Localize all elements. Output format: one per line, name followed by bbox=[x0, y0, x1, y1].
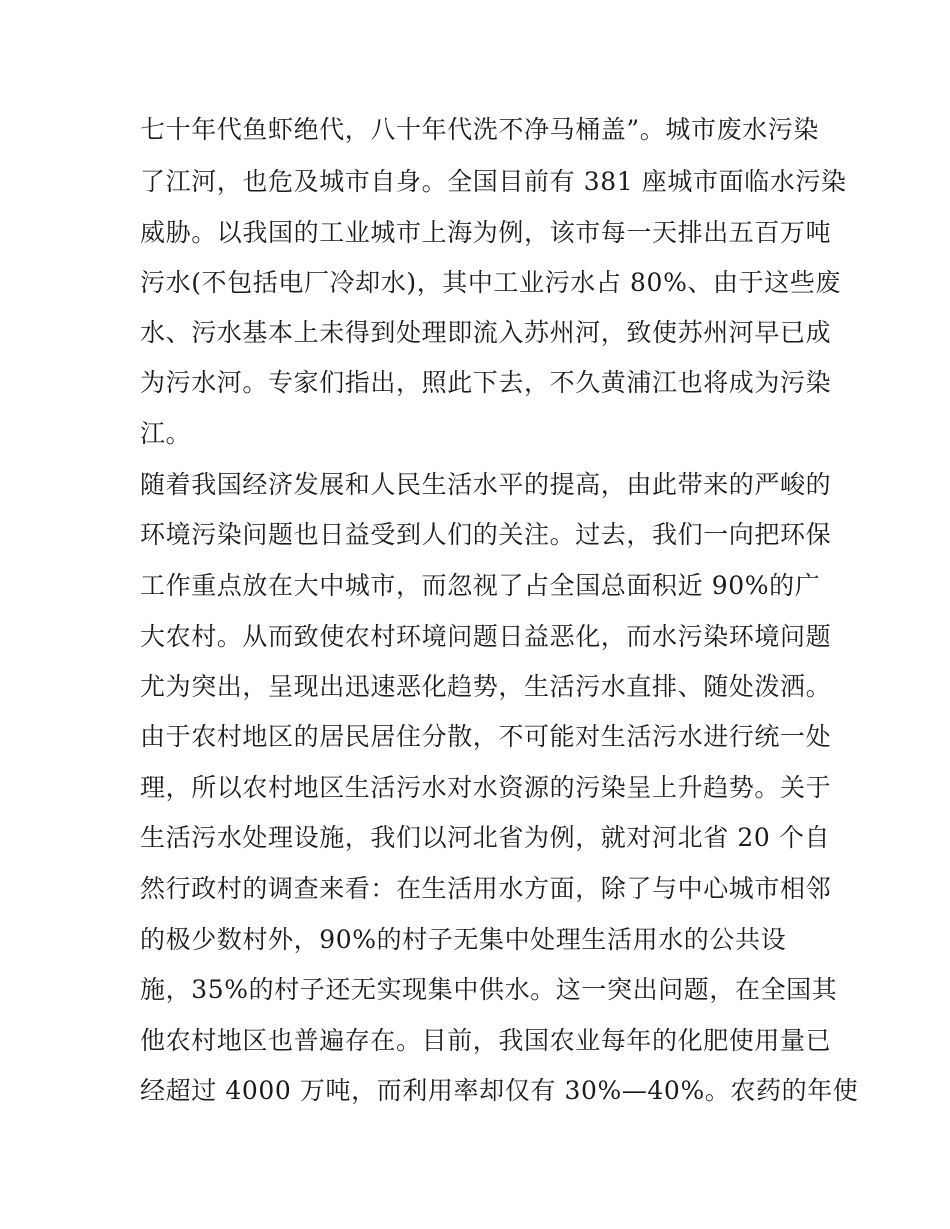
text-line: 的极少数村外，90%的村子无集中处理生活用水的公共设 bbox=[140, 925, 787, 954]
text-line: 工作重点放在大中城市，而忽视了占全国总面积近 90%的广 bbox=[140, 571, 821, 600]
text-line: 环境污染问题也日益受到人们的关注。过去，我们一向把环保 bbox=[140, 520, 832, 549]
text-line: 随着我国经济发展和人民生活水平的提高，由此带来的严峻的 bbox=[140, 470, 832, 499]
text-line: 由于农村地区的居民居住分散，不可能对生活污水进行统一处 bbox=[140, 722, 832, 751]
text-line: 经超过 4000 万吨，而利用率却仅有 30%—40%。农药的年使 bbox=[140, 1076, 859, 1105]
text-line: 尤为突出，呈现出迅速恶化趋势，生活污水直排、随处泼洒。 bbox=[140, 672, 832, 701]
text-line: 然行政村的调查来看：在生活用水方面，除了与中心城市相邻 bbox=[140, 874, 832, 903]
text-line: 了江河，也危及城市自身。全国目前有 381 座城市面临水污染 bbox=[140, 167, 847, 196]
text-line: 大农村。从而致使农村环境问题日益恶化，而水污染环境问题 bbox=[140, 622, 832, 651]
text-line: 理，所以农村地区生活污水对水资源的污染呈上升趋势。关于 bbox=[140, 773, 832, 802]
text-line: 威胁。以我国的工业城市上海为例，该市每一天排出五百万吨 bbox=[140, 218, 832, 247]
text-line: 江。 bbox=[140, 419, 192, 448]
text-line: 生活污水处理设施，我们以河北省为例，就对河北省 20 个自 bbox=[140, 823, 831, 852]
text-line: 污水(不包括电厂冷却水)，其中工业污水占 80%、由于这些废 bbox=[140, 268, 842, 297]
text-line: 他农村地区也普遍存在。目前，我国农业每年的化肥使用量已 bbox=[140, 1026, 832, 1055]
text-line: 为污水河。专家们指出，照此下去，不久黄浦江也将成为污染 bbox=[140, 368, 832, 397]
text-line: 水、污水基本上未得到处理即流入苏州河，致使苏州河早已成 bbox=[140, 318, 832, 347]
text-line: 七十年代鱼虾绝代，八十年代洗不净马桶盖”。城市废水污染 bbox=[140, 115, 819, 144]
text-line: 施，35%的村子还无实现集中供水。这一突出问题，在全国其 bbox=[140, 975, 838, 1004]
